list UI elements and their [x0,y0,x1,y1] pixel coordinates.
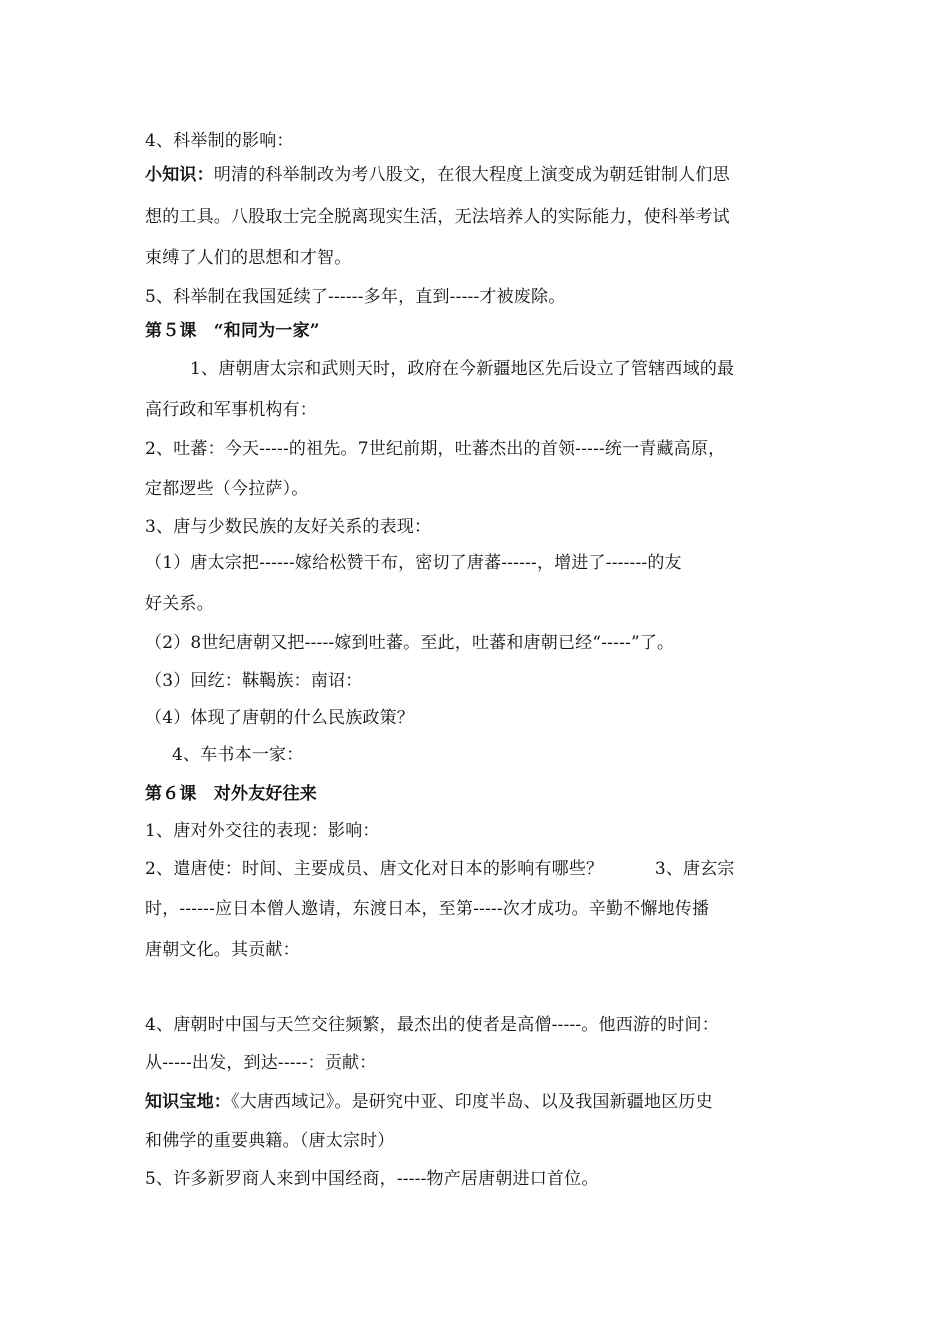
lesson-heading [145,319,825,343]
heading-text: 第６课 对外友好往来 [145,784,317,804]
line-text: （1）唐太宗把------嫁给松赞干布，密切了唐蕃------，增进了-------的友 [145,553,682,573]
line-text: 4、唐朝时中国与天竺交往频繁，最杰出的使者是高僧-----。他西游的时间： [145,1015,719,1035]
text-line [145,819,825,843]
line-text: 5、科举制在我国延续了------多年，直到-----才被废除。 [145,287,566,307]
knowledge-note-line [145,163,825,187]
text-line [145,205,825,229]
line-text: 唐朝文化。其贡献： [145,940,300,960]
line-text: 和佛学的重要典籍。（唐太宗时） [145,1131,395,1151]
lesson-heading [145,782,825,806]
text-line [145,938,825,962]
text-line [145,631,825,655]
line-text: 2、吐蕃：今天-----的祖先。7世纪前期，吐蕃杰出的首领-----统一青藏高原， [145,439,726,459]
text-line [145,129,825,153]
line-text: 1、唐对外交往的表现：影响： [145,821,380,841]
text-line [145,437,825,461]
line-text: 束缚了人们的思想和才智。 [145,248,352,268]
line-text: 4、科举制的影响： [145,131,294,151]
text-line [145,1129,825,1153]
text-line [145,669,825,693]
text-line [190,357,830,381]
line-text: 高行政和军事机构有： [145,400,317,420]
text-line [145,897,825,921]
text-line [145,285,825,309]
text-line [145,1167,825,1191]
text-line [145,706,825,730]
line-text: 5、许多新罗商人来到中国经商，-----物产居唐朝进口首位。 [145,1169,599,1189]
text-line [145,857,825,881]
line-text: （4）体现了唐朝的什么民族政策？ [145,708,415,728]
text-line [172,743,852,767]
text-line [145,477,825,501]
line-text: 想的工具。八股取士完全脱离现实生活，无法培养人的实际能力，使科举考试 [145,207,730,227]
line-text: 3、唐与少数民族的友好关系的表现： [145,517,432,537]
knowledge-note-line [145,1090,825,1114]
line-text: 4、车书本一家： [172,745,304,765]
line-text: 1、唐朝唐太宗和武则天时，政府在今新疆地区先后设立了管辖西域的最 [190,359,735,379]
text-line [145,246,825,270]
line-text: 定都逻些（今拉萨）。 [145,479,309,499]
line-text: 从-----出发，到达-----：贡献： [145,1053,377,1073]
line-text: （3）回纥：靺鞨族：南诏： [145,671,363,691]
heading-text: 第５课 “和同为一家” [145,321,320,341]
text-line [145,592,825,616]
line-text: （2）8世纪唐朝又把-----嫁到吐蕃。至此，吐蕃和唐朝已经“-----”了。 [145,633,675,653]
line-text: 明清的科举制改为考八股文，在很大程度上演变成为朝廷钳制人们思 [213,165,730,185]
note-label: 知识宝地： [145,1092,231,1112]
line-text: 《大唐西域记》。是研究中亚、印度半岛、以及我国新疆地区历史 [231,1092,713,1112]
text-line [145,1051,825,1075]
text-line [145,551,825,575]
line-text: 2、遣唐使：时间、主要成员、唐文化对日本的影响有哪些？ 3、唐玄宗 [145,859,735,879]
line-text: 好关系。 [145,594,214,614]
text-line [145,398,825,422]
note-label: 小知识： [145,165,214,185]
text-line [145,515,825,539]
text-line [145,1013,825,1037]
line-text: 时，------应日本僧人邀请，东渡日本，至第-----次才成功。辛勤不懈地传播 [145,899,710,919]
